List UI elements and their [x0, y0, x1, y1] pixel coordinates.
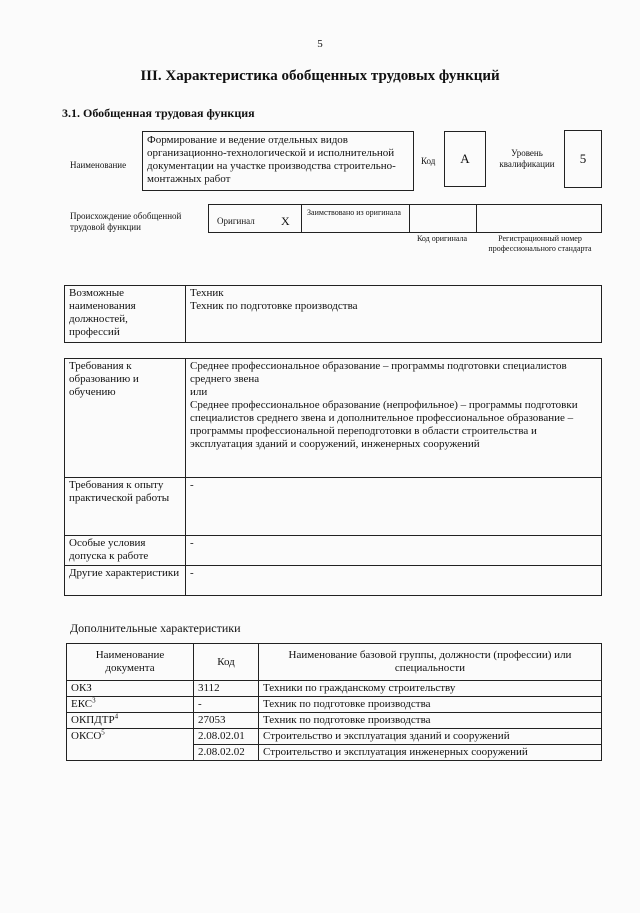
other-value: - — [186, 566, 602, 596]
code-label: Код — [421, 156, 436, 166]
origin-label: Происхождение обобщенной трудовой функции — [70, 211, 182, 232]
education-label: Требования к образованию и обучению — [65, 359, 186, 478]
page-number: 5 — [317, 38, 323, 50]
positions-table — [64, 285, 602, 343]
gtf-name-box: Формирование и ведение отдельных видов организационно-технологической и исполнительной документации на участке производства строительно-монтажных работ — [142, 131, 414, 191]
row-name: Строительство и эксплуатация инженерных сооружений — [259, 745, 602, 761]
other-label: Другие характеристики — [65, 566, 186, 596]
subsection-title: 3.1. Обобщенная трудовая функция — [62, 106, 255, 120]
borrowed-label: Заимствовано из оригинала — [307, 208, 401, 217]
doc-name: ОКСО — [71, 730, 102, 742]
experience-value: - — [186, 478, 602, 536]
header-name: Наименование базовой группы, должности (профессии) или специальности — [259, 644, 602, 681]
experience-label: Требования к опыту практической работы — [65, 478, 186, 536]
additional-table — [66, 643, 602, 761]
table-row — [67, 681, 602, 697]
doc-name: ОКЗ — [71, 682, 92, 694]
positions-values — [186, 286, 602, 343]
education-value: Среднее профессиональное образование – программы подготовки специалистов среднего звена или Среднее профессиональное образование (непрофильное) – программы подготовки специалистов среднего звена и дополнительное профессиональное образование – программы профессиональной переподготовки в области строительства и эксплуатация зданий и сооружений, инженерных сооружений — [186, 359, 602, 478]
row-code: 27053 — [194, 713, 259, 729]
requirement-row — [65, 359, 602, 478]
row-code: 2.08.02.01 — [194, 729, 259, 745]
header-doc: Наименование документа — [67, 644, 194, 681]
reg-number-caption: Регистрационный номер профессионального стандарта — [488, 234, 592, 253]
row-code: 2.08.02.02 — [194, 745, 259, 761]
row-doc — [67, 681, 194, 697]
row-name: Строительство и эксплуатация зданий и сооружений — [259, 729, 602, 745]
additional-header-row — [67, 644, 602, 681]
original-label: Оригинал — [217, 216, 255, 226]
requirement-row — [65, 478, 602, 536]
requirements-table — [64, 358, 602, 596]
position-item: Техник по подготовке производства — [190, 300, 358, 312]
row-code: - — [194, 697, 259, 713]
admission-label: Особые условия допуска к работе — [65, 536, 186, 566]
additional-title: Дополнительные характеристики — [70, 621, 241, 635]
level-label: Уровень квалификации — [499, 148, 555, 169]
origin-box — [208, 204, 602, 233]
origin-divider-1 — [301, 204, 302, 233]
requirement-row — [65, 536, 602, 566]
row-code: 3112 — [194, 681, 259, 697]
gtf-level-box: 5 — [564, 130, 602, 188]
table-row — [67, 697, 602, 713]
row-name: Техник по подготовке производства — [259, 697, 602, 713]
original-mark: X — [281, 214, 290, 228]
footnote-ref: 3 — [92, 696, 96, 705]
position-item: Техник — [190, 287, 224, 299]
name-label: Наименование — [70, 160, 127, 170]
positions-row — [65, 286, 602, 343]
row-name: Техник по подготовке производства — [259, 713, 602, 729]
footnote-ref: 4 — [114, 712, 119, 721]
row-name: Техники по гражданскому строительству — [259, 681, 602, 697]
gtf-code-box: А — [444, 131, 486, 187]
table-row — [67, 729, 602, 745]
header-code: Код — [194, 644, 259, 681]
doc-name: ОКПДТР — [71, 714, 115, 726]
section-title: III. Характеристика обобщенных трудовых функций — [140, 68, 500, 84]
row-doc — [67, 729, 194, 761]
code-original-caption: Код оригинала — [416, 234, 468, 243]
table-row — [67, 713, 602, 729]
positions-label: Возможные наименования должностей, профессий — [65, 286, 186, 343]
doc-name: ЕКС — [71, 698, 93, 710]
row-doc — [67, 713, 194, 729]
admission-value: - — [186, 536, 602, 566]
origin-divider-2 — [409, 204, 410, 233]
footnote-ref: 5 — [101, 728, 105, 737]
requirement-row — [65, 566, 602, 596]
origin-divider-3 — [476, 204, 477, 233]
row-doc — [67, 697, 194, 713]
